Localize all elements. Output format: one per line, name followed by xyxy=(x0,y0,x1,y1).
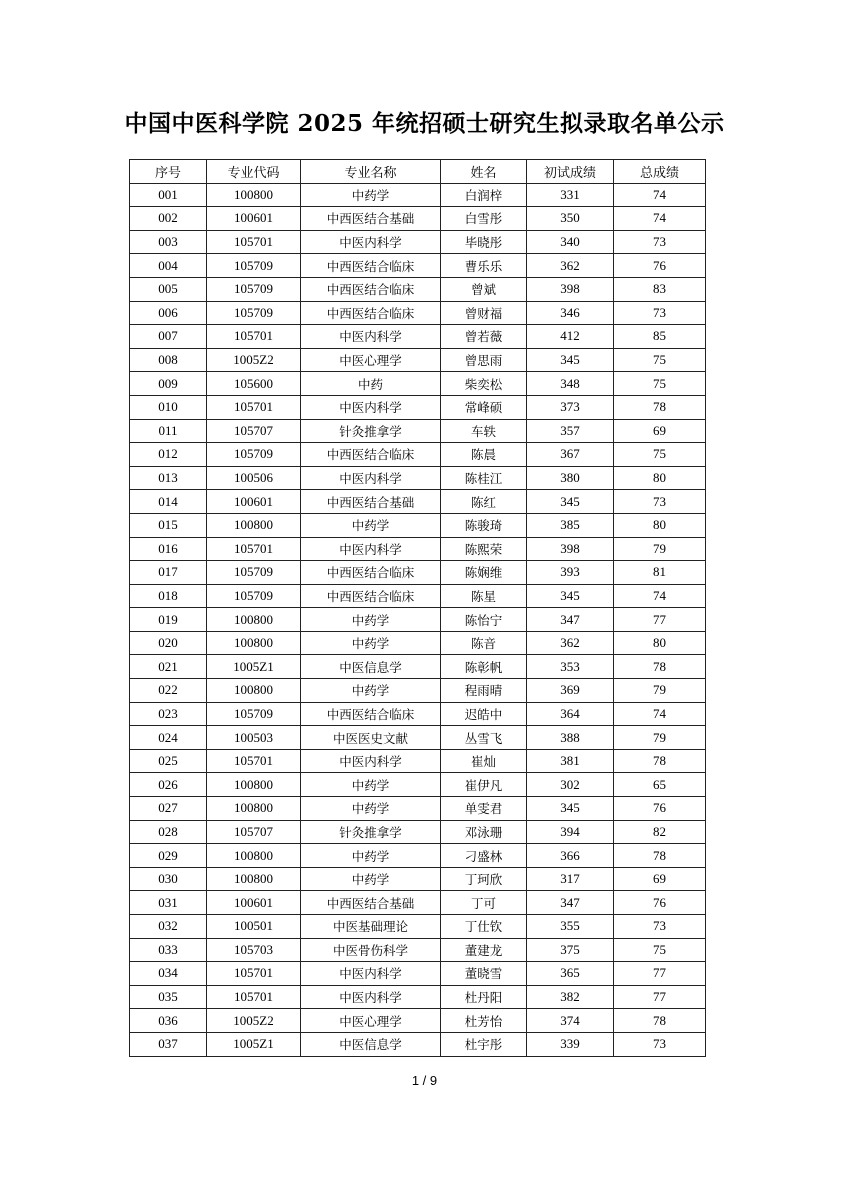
cell-serial-number: 011 xyxy=(130,419,207,443)
cell-preliminary-score: 345 xyxy=(527,348,614,372)
table-row xyxy=(130,395,706,419)
cell-major-name: 中医内科学 xyxy=(301,749,441,773)
cell-total-score: 75 xyxy=(614,372,706,396)
cell-student-name: 曾财福 xyxy=(441,301,527,325)
cell-student-name: 曾若薇 xyxy=(441,325,527,349)
cell-major-code: 100601 xyxy=(207,207,301,231)
cell-preliminary-score: 302 xyxy=(527,773,614,797)
header-serial-number: 序号 xyxy=(130,160,207,184)
cell-preliminary-score: 340 xyxy=(527,230,614,254)
cell-serial-number: 001 xyxy=(130,183,207,207)
table-row xyxy=(130,443,706,467)
table-row xyxy=(130,679,706,703)
cell-student-name: 陈晨 xyxy=(441,443,527,467)
cell-major-name: 中西医结合临床 xyxy=(301,702,441,726)
cell-major-name: 针灸推拿学 xyxy=(301,820,441,844)
cell-major-code: 105709 xyxy=(207,301,301,325)
cell-serial-number: 033 xyxy=(130,938,207,962)
cell-student-name: 车轶 xyxy=(441,419,527,443)
cell-student-name: 陈星 xyxy=(441,584,527,608)
cell-major-code: 1005Z1 xyxy=(207,1032,301,1056)
cell-serial-number: 003 xyxy=(130,230,207,254)
cell-serial-number: 028 xyxy=(130,820,207,844)
cell-serial-number: 021 xyxy=(130,655,207,679)
table-row xyxy=(130,867,706,891)
cell-major-name: 中医内科学 xyxy=(301,466,441,490)
cell-student-name: 邓泳珊 xyxy=(441,820,527,844)
cell-serial-number: 017 xyxy=(130,561,207,585)
table-row xyxy=(130,985,706,1009)
table-row xyxy=(130,561,706,585)
cell-student-name: 杜丹阳 xyxy=(441,985,527,1009)
cell-serial-number: 037 xyxy=(130,1032,207,1056)
cell-major-name: 中西医结合临床 xyxy=(301,277,441,301)
cell-serial-number: 027 xyxy=(130,797,207,821)
cell-total-score: 85 xyxy=(614,325,706,349)
cell-major-code: 105709 xyxy=(207,443,301,467)
cell-student-name: 丁仕钦 xyxy=(441,915,527,939)
cell-serial-number: 022 xyxy=(130,679,207,703)
cell-major-code: 100800 xyxy=(207,844,301,868)
cell-preliminary-score: 374 xyxy=(527,1009,614,1033)
cell-preliminary-score: 317 xyxy=(527,867,614,891)
cell-major-code: 100501 xyxy=(207,915,301,939)
cell-preliminary-score: 373 xyxy=(527,395,614,419)
cell-total-score: 73 xyxy=(614,230,706,254)
cell-preliminary-score: 345 xyxy=(527,490,614,514)
table-row xyxy=(130,608,706,632)
cell-total-score: 76 xyxy=(614,891,706,915)
cell-major-name: 中药学 xyxy=(301,513,441,537)
cell-student-name: 程雨晴 xyxy=(441,679,527,703)
cell-serial-number: 032 xyxy=(130,915,207,939)
cell-preliminary-score: 345 xyxy=(527,797,614,821)
cell-student-name: 崔灿 xyxy=(441,749,527,773)
cell-major-code: 100800 xyxy=(207,631,301,655)
cell-preliminary-score: 369 xyxy=(527,679,614,703)
cell-major-name: 中药学 xyxy=(301,844,441,868)
cell-serial-number: 004 xyxy=(130,254,207,278)
table-row xyxy=(130,631,706,655)
cell-student-name: 陈音 xyxy=(441,631,527,655)
cell-student-name: 杜宇彤 xyxy=(441,1032,527,1056)
cell-student-name: 陈桂江 xyxy=(441,466,527,490)
cell-serial-number: 007 xyxy=(130,325,207,349)
cell-major-code: 1005Z1 xyxy=(207,655,301,679)
cell-preliminary-score: 385 xyxy=(527,513,614,537)
cell-major-code: 100800 xyxy=(207,513,301,537)
table-row xyxy=(130,844,706,868)
cell-serial-number: 034 xyxy=(130,962,207,986)
cell-major-name: 中西医结合临床 xyxy=(301,301,441,325)
cell-serial-number: 030 xyxy=(130,867,207,891)
cell-student-name: 迟皓中 xyxy=(441,702,527,726)
cell-serial-number: 010 xyxy=(130,395,207,419)
cell-major-code: 100800 xyxy=(207,773,301,797)
cell-major-code: 100601 xyxy=(207,490,301,514)
cell-total-score: 82 xyxy=(614,820,706,844)
cell-preliminary-score: 365 xyxy=(527,962,614,986)
table-row xyxy=(130,749,706,773)
cell-serial-number: 023 xyxy=(130,702,207,726)
header-student-name: 姓名 xyxy=(441,160,527,184)
table-row xyxy=(130,230,706,254)
cell-major-name: 中医心理学 xyxy=(301,1009,441,1033)
cell-preliminary-score: 350 xyxy=(527,207,614,231)
table-body xyxy=(130,183,706,1056)
cell-preliminary-score: 357 xyxy=(527,419,614,443)
cell-preliminary-score: 347 xyxy=(527,891,614,915)
cell-total-score: 74 xyxy=(614,183,706,207)
cell-preliminary-score: 331 xyxy=(527,183,614,207)
cell-total-score: 79 xyxy=(614,679,706,703)
cell-major-name: 中西医结合基础 xyxy=(301,207,441,231)
cell-major-code: 105701 xyxy=(207,749,301,773)
cell-preliminary-score: 355 xyxy=(527,915,614,939)
cell-major-code: 105701 xyxy=(207,395,301,419)
cell-student-name: 陈熙荣 xyxy=(441,537,527,561)
cell-total-score: 76 xyxy=(614,797,706,821)
cell-serial-number: 018 xyxy=(130,584,207,608)
cell-major-code: 105709 xyxy=(207,277,301,301)
cell-serial-number: 020 xyxy=(130,631,207,655)
cell-serial-number: 036 xyxy=(130,1009,207,1033)
table-row xyxy=(130,891,706,915)
cell-student-name: 陈骏琦 xyxy=(441,513,527,537)
cell-major-code: 100800 xyxy=(207,679,301,703)
cell-total-score: 74 xyxy=(614,207,706,231)
cell-major-name: 中医内科学 xyxy=(301,230,441,254)
cell-student-name: 刁盛林 xyxy=(441,844,527,868)
table-row xyxy=(130,490,706,514)
cell-total-score: 73 xyxy=(614,490,706,514)
cell-serial-number: 006 xyxy=(130,301,207,325)
cell-major-name: 中医信息学 xyxy=(301,655,441,679)
cell-student-name: 董晓雪 xyxy=(441,962,527,986)
cell-major-code: 100503 xyxy=(207,726,301,750)
cell-preliminary-score: 381 xyxy=(527,749,614,773)
header-preliminary-score: 初试成绩 xyxy=(527,160,614,184)
cell-total-score: 81 xyxy=(614,561,706,585)
cell-serial-number: 016 xyxy=(130,537,207,561)
cell-student-name: 毕晓彤 xyxy=(441,230,527,254)
cell-preliminary-score: 398 xyxy=(527,277,614,301)
cell-major-name: 中医内科学 xyxy=(301,962,441,986)
cell-preliminary-score: 412 xyxy=(527,325,614,349)
cell-total-score: 77 xyxy=(614,608,706,632)
cell-total-score: 80 xyxy=(614,466,706,490)
cell-preliminary-score: 348 xyxy=(527,372,614,396)
cell-major-name: 中医内科学 xyxy=(301,537,441,561)
cell-total-score: 79 xyxy=(614,726,706,750)
cell-total-score: 73 xyxy=(614,301,706,325)
table-row xyxy=(130,655,706,679)
cell-student-name: 丁珂欣 xyxy=(441,867,527,891)
cell-major-name: 中药学 xyxy=(301,867,441,891)
table-row xyxy=(130,915,706,939)
cell-preliminary-score: 347 xyxy=(527,608,614,632)
table-row xyxy=(130,183,706,207)
table-row xyxy=(130,348,706,372)
cell-preliminary-score: 382 xyxy=(527,985,614,1009)
cell-major-name: 中药学 xyxy=(301,631,441,655)
cell-major-code: 105701 xyxy=(207,325,301,349)
cell-student-name: 曾斌 xyxy=(441,277,527,301)
cell-student-name: 曾思雨 xyxy=(441,348,527,372)
cell-preliminary-score: 380 xyxy=(527,466,614,490)
cell-total-score: 83 xyxy=(614,277,706,301)
cell-total-score: 80 xyxy=(614,631,706,655)
cell-major-name: 中西医结合临床 xyxy=(301,561,441,585)
cell-student-name: 崔伊凡 xyxy=(441,773,527,797)
cell-major-name: 中药学 xyxy=(301,608,441,632)
cell-major-name: 中西医结合基础 xyxy=(301,891,441,915)
cell-total-score: 78 xyxy=(614,1009,706,1033)
cell-total-score: 69 xyxy=(614,419,706,443)
cell-serial-number: 008 xyxy=(130,348,207,372)
cell-student-name: 陈彰帆 xyxy=(441,655,527,679)
cell-preliminary-score: 375 xyxy=(527,938,614,962)
table-row xyxy=(130,513,706,537)
table-row xyxy=(130,797,706,821)
cell-serial-number: 035 xyxy=(130,985,207,1009)
header-major-code: 专业代码 xyxy=(207,160,301,184)
cell-major-code: 105709 xyxy=(207,584,301,608)
cell-serial-number: 031 xyxy=(130,891,207,915)
cell-preliminary-score: 353 xyxy=(527,655,614,679)
table-row xyxy=(130,419,706,443)
cell-major-code: 105703 xyxy=(207,938,301,962)
table-row xyxy=(130,301,706,325)
table-row xyxy=(130,726,706,750)
cell-major-code: 1005Z2 xyxy=(207,348,301,372)
cell-student-name: 丛雪飞 xyxy=(441,726,527,750)
table-row xyxy=(130,962,706,986)
cell-major-code: 105707 xyxy=(207,820,301,844)
cell-student-name: 单雯君 xyxy=(441,797,527,821)
cell-preliminary-score: 339 xyxy=(527,1032,614,1056)
cell-major-name: 中药学 xyxy=(301,183,441,207)
page-title: 中国中医科学院 2025 年统招硕士研究生拟录取名单公示 xyxy=(124,110,725,137)
cell-serial-number: 002 xyxy=(130,207,207,231)
table-row xyxy=(130,207,706,231)
table-row xyxy=(130,1009,706,1033)
cell-major-code: 105707 xyxy=(207,419,301,443)
cell-preliminary-score: 388 xyxy=(527,726,614,750)
cell-serial-number: 013 xyxy=(130,466,207,490)
cell-student-name: 白润梓 xyxy=(441,183,527,207)
table-row xyxy=(130,466,706,490)
cell-major-name: 中医骨伤科学 xyxy=(301,938,441,962)
table-row xyxy=(130,325,706,349)
cell-student-name: 陈红 xyxy=(441,490,527,514)
cell-major-code: 105709 xyxy=(207,254,301,278)
table-row xyxy=(130,773,706,797)
cell-major-name: 中医心理学 xyxy=(301,348,441,372)
cell-total-score: 73 xyxy=(614,1032,706,1056)
cell-total-score: 74 xyxy=(614,584,706,608)
cell-major-name: 针灸推拿学 xyxy=(301,419,441,443)
table-row xyxy=(130,702,706,726)
table-row xyxy=(130,938,706,962)
cell-total-score: 78 xyxy=(614,749,706,773)
cell-major-code: 105600 xyxy=(207,372,301,396)
cell-serial-number: 012 xyxy=(130,443,207,467)
table-header-row xyxy=(130,160,706,184)
cell-serial-number: 024 xyxy=(130,726,207,750)
cell-major-code: 100800 xyxy=(207,183,301,207)
cell-major-code: 1005Z2 xyxy=(207,1009,301,1033)
table-row xyxy=(130,584,706,608)
table-row xyxy=(130,1032,706,1056)
cell-serial-number: 009 xyxy=(130,372,207,396)
cell-serial-number: 019 xyxy=(130,608,207,632)
cell-student-name: 陈怡宁 xyxy=(441,608,527,632)
cell-major-name: 中医内科学 xyxy=(301,985,441,1009)
cell-total-score: 73 xyxy=(614,915,706,939)
cell-total-score: 78 xyxy=(614,844,706,868)
cell-preliminary-score: 362 xyxy=(527,254,614,278)
cell-major-name: 中药学 xyxy=(301,797,441,821)
cell-total-score: 76 xyxy=(614,254,706,278)
cell-major-name: 中医内科学 xyxy=(301,325,441,349)
cell-preliminary-score: 366 xyxy=(527,844,614,868)
table-row xyxy=(130,537,706,561)
cell-total-score: 77 xyxy=(614,962,706,986)
cell-preliminary-score: 398 xyxy=(527,537,614,561)
header-major-name: 专业名称 xyxy=(301,160,441,184)
cell-major-name: 中医内科学 xyxy=(301,395,441,419)
cell-student-name: 杜芳怡 xyxy=(441,1009,527,1033)
cell-major-name: 中西医结合临床 xyxy=(301,254,441,278)
cell-total-score: 65 xyxy=(614,773,706,797)
cell-total-score: 78 xyxy=(614,655,706,679)
cell-total-score: 75 xyxy=(614,443,706,467)
cell-serial-number: 026 xyxy=(130,773,207,797)
cell-major-code: 105709 xyxy=(207,702,301,726)
cell-major-name: 中药 xyxy=(301,372,441,396)
cell-serial-number: 025 xyxy=(130,749,207,773)
cell-preliminary-score: 346 xyxy=(527,301,614,325)
cell-total-score: 80 xyxy=(614,513,706,537)
cell-major-name: 中药学 xyxy=(301,773,441,797)
cell-total-score: 69 xyxy=(614,867,706,891)
cell-preliminary-score: 362 xyxy=(527,631,614,655)
cell-major-code: 105701 xyxy=(207,985,301,1009)
cell-major-name: 中药学 xyxy=(301,679,441,703)
cell-major-code: 100800 xyxy=(207,608,301,632)
cell-preliminary-score: 394 xyxy=(527,820,614,844)
cell-major-name: 中医基础理论 xyxy=(301,915,441,939)
table-row xyxy=(130,277,706,301)
cell-total-score: 78 xyxy=(614,395,706,419)
cell-preliminary-score: 345 xyxy=(527,584,614,608)
cell-preliminary-score: 364 xyxy=(527,702,614,726)
cell-major-code: 100601 xyxy=(207,891,301,915)
cell-student-name: 白雪彤 xyxy=(441,207,527,231)
cell-major-code: 105701 xyxy=(207,537,301,561)
cell-serial-number: 029 xyxy=(130,844,207,868)
cell-major-name: 中医信息学 xyxy=(301,1032,441,1056)
table-row xyxy=(130,254,706,278)
cell-major-code: 105709 xyxy=(207,561,301,585)
admission-table xyxy=(129,159,706,1057)
cell-student-name: 陈娴维 xyxy=(441,561,527,585)
cell-major-name: 中医医史文献 xyxy=(301,726,441,750)
table-row xyxy=(130,820,706,844)
cell-major-code: 100506 xyxy=(207,466,301,490)
cell-student-name: 柴奕松 xyxy=(441,372,527,396)
cell-serial-number: 015 xyxy=(130,513,207,537)
cell-preliminary-score: 393 xyxy=(527,561,614,585)
cell-major-code: 105701 xyxy=(207,962,301,986)
cell-student-name: 常峰硕 xyxy=(441,395,527,419)
cell-total-score: 75 xyxy=(614,348,706,372)
cell-serial-number: 014 xyxy=(130,490,207,514)
cell-student-name: 董建龙 xyxy=(441,938,527,962)
cell-total-score: 77 xyxy=(614,985,706,1009)
cell-total-score: 74 xyxy=(614,702,706,726)
cell-total-score: 75 xyxy=(614,938,706,962)
cell-serial-number: 005 xyxy=(130,277,207,301)
cell-major-name: 中西医结合临床 xyxy=(301,443,441,467)
header-total-score: 总成绩 xyxy=(614,160,706,184)
cell-major-code: 100800 xyxy=(207,867,301,891)
cell-major-name: 中西医结合基础 xyxy=(301,490,441,514)
cell-major-code: 105701 xyxy=(207,230,301,254)
cell-major-name: 中西医结合临床 xyxy=(301,584,441,608)
cell-preliminary-score: 367 xyxy=(527,443,614,467)
page-number: 1 / 9 xyxy=(411,1073,438,1088)
table-row xyxy=(130,372,706,396)
cell-student-name: 丁可 xyxy=(441,891,527,915)
cell-student-name: 曹乐乐 xyxy=(441,254,527,278)
cell-major-code: 100800 xyxy=(207,797,301,821)
cell-total-score: 79 xyxy=(614,537,706,561)
